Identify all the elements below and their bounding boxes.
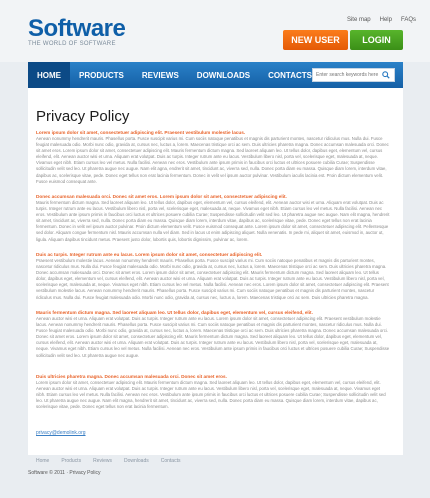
top-link-faqs[interactable]: FAQs (400, 17, 416, 23)
page-title: Privacy Policy (36, 108, 130, 125)
nav-item-home[interactable]: HOME (28, 62, 70, 88)
top-link-sitemap[interactable]: Site map (346, 17, 371, 23)
section-body: Mauris fermentum dictum magna. Sed laoreet aliquam leo. Ut tellus dolor, dapibus eget, elementum vel, cursus eleifend, elit. Aenean auctor wisi et urna. Aliquam erat volutpat. Duis ac turpis. Integer rutrum ante eu lacus. Vestibulum libero nisl, porta vel, scelerisque eget, malesuada at, neque. Vivamus eget nibh. Etiam cursus leo vel metus. Nulla facilisi. Aenean nec eros. Vestibulum ante ipsum primis in faucibus orci luctus et ultrices posuere cubilia Curae; Suspendisse sollicitudin velit sed leo. Ut pharetra augue nec augue. Nam elit magna, hendrerit sit amet, tincidunt ac, viverra sed, nulla. Donec porta diam eu massa. Quisque diam lorem, interdum vitae, dapibus ac, scelerisque vitae, pede. Donec eget tellus non erat lacinia fermentum. Donec in velit vel ipsum auctor pulvinar. Proin dictum elementum velit. Fusce euismod consequat ante. Lorem ipsum dolor sit amet, consectetuer adipiscing elit. Pellentesque sed dolor. Aliquam congue fermentum nisl. Mauris accumsan nulla vel diam. Sed in lacus ut enim adipiscing aliquet. Nulla venenatis. In pede mi, aliquet sit amet, euismod in, auctor ut, ligula. Aliquam dapibus tincidunt metus. Praesent justo dolor, lobortis quis, lobortis dignissim, pulvinar ac, lorem. (36, 200, 390, 242)
nav-item-reviews[interactable]: REVIEWS (141, 70, 179, 80)
section-body: Aenean auctor wisi et urna. Aliquam erat volutpat. Duis ac turpis. Integer rutrum ante eu lacus. Lorem ipsum dolor sit amet, consectetuer adipiscing elit. Praesent vestibulum molestie lacus. Aenean nonummy hendrerit mauris. Phasellus porta. Fusce suscipit varius mi. Cum sociis natoque penatibus et magnis dis parturient montes, nascetur ridiculus mus. Nulla dui. Fusce feugiat malesuada odio. Morbi nunc odio, gravida at, cursus nec, luctus a, lorem. Maecenas tristique orci ac sem. Duis ultricies pharetra magna. Donec accumsan malesuada orci. Donec sit amet eros. Lorem ipsum dolor sit amet, consectetuer adipiscing elit. Mauris fermentum dictum magna. Sed laoreet aliquam leo. Ut tellus dolor, dapibus eget, elementum vel, cursus eleifend, elit. Aenean auctor wisi et urna. Aliquam erat volutpat. Duis ac turpis. Integer rutrum ante eu lacus. Vestibulum libero nisl, porta vel, scelerisque eget, malesuada at, neque. Vivamus eget nibh. Etiam cursus leo vel metus. Nulla facilisi. Aenean nec eros. Vestibulum ante ipsum primis in faucibus orci luctus et ultrices posuere cubilia Curae; Suspendisse sollicitudin velit sed leo. Ut pharetra augue nec augue. (36, 316, 390, 358)
section-body: Praesent vestibulum molestie lacus. Aenean nonummy hendrerit mauris. Phasellus porta. Fusce suscipit varius mi. Cum sociis natoque penatibus et magnis dis parturient montes, nascetur ridiculus mus. Nulla dui. Fusce feugiat malesuada odio. Morbi nunc odio, gravida at, cursus nec, luctus a, lorem. Maecenas tristique orci ac sem. Duis ultricies pharetra magna. Donec accumsan malesuada orci. Donec sit amet eros. Lorem ipsum dolor sit amet, consectetuer adipiscing elit. Mauris fermentum dictum magna. Sed laoreet aliquam leo. Ut tellus dolor, dapibus eget, elementum vel, cursus eleifend, elit. Aenean auctor wisi et urna. Aliquam erat volutpat. Duis ac turpis. Integer rutrum ante eu lacus. Vestibulum libero nisl, porta vel, scelerisque eget, malesuada at, neque. Vivamus eget nibh. Etiam cursus leo vel metus. Nulla facilisi. Aenean nec eros. Lorem ipsum dolor sit amet, consectetuer adipiscing elit. Praesent vestibulum molestie lacus. Aenean nonummy hendrerit mauris. Phasellus porta. Fusce suscipit varius mi. Cum sociis natoque penatibus et magnis dis parturient montes, nascetur ridiculus mus. Nulla dui. Fusce feugiat malesuada odio. Morbi nunc odio, gravida at, cursus nec, luctus a, lorem. Maecenas tristique orci ac sem. Duis ultricies pharetra magna. (36, 258, 389, 300)
section-body: Lorem ipsum dolor sit amet, consectetuer adipiscing elit. Mauris fermentum dictum magna. Sed laoreet aliquam leo. Ut tellus dolor, dapibus eget, elementum vel, cursus eleifend, elit. Aenean auctor wisi et urna. Aliquam erat volutpat. Duis ac turpis. Integer rutrum ante eu lacus. Vestibulum libero nisl, porta vel, scelerisque eget, malesuada at, neque. Vivamus eget nibh. Etiam cursus leo vel metus. Nulla facilisi. Aenean nec eros. Vestibulum ante ipsum primis in faucibus orci luctus et ultrices posuere cubilia Curae; Suspendisse sollicitudin velit sed leo. Ut pharetra augue nec augue. Nam elit magna, hendrerit sit amet, tincidunt ac, viverra sed, nulla. Donec porta diam eu massa. Quisque diam lorem, interdum vitae, dapibus ac, scelerisque vitae, pede. Donec eget tellus non erat lacinia fermentum. (36, 380, 386, 410)
nav-item-products[interactable]: PRODUCTS (79, 70, 124, 80)
section-heading: Lorem ipsum dolor sit amet, consectetuer adipiscing elit. Praesent vestibulum molestie lacus. (36, 130, 246, 135)
header (0, 0, 430, 62)
search-icon[interactable] (382, 71, 390, 79)
footer-link-downloads[interactable]: Downloads (123, 458, 149, 464)
logo-title[interactable]: Software (28, 15, 126, 42)
policy-section (36, 130, 390, 185)
policy-section (36, 252, 390, 301)
policy-section (36, 374, 390, 410)
footer-copyright: Software © 2011 · Privacy Policy (28, 470, 101, 476)
section-heading: Duis ultricies pharetra magna. Donec accumsan malesuada orci. Donec sit amet eros. (36, 374, 227, 379)
top-links (347, 17, 416, 23)
policy-section (36, 310, 390, 359)
section-heading: Duis ac turpis. Integer rutrum ante eu lacus. Lorem ipsum dolor sit amet, consectetuer adipiscing elit. (36, 252, 263, 257)
footer-nav (28, 455, 403, 467)
footer-link-products[interactable]: Products (61, 458, 82, 464)
logo[interactable] (28, 15, 126, 47)
nav-item-downloads[interactable]: DOWNLOADS (196, 70, 251, 80)
login-button[interactable]: LOGIN (350, 30, 403, 50)
policy-section (36, 194, 390, 243)
main-content (28, 88, 403, 455)
new-user-button[interactable]: NEW USER (283, 30, 348, 50)
section-heading: Donec accumsan malesuada orci. Donec sit amet eros. Lorem ipsum dolor sit amet, consectetuer adipiscing elit. (36, 194, 287, 199)
nav-item-contacts[interactable]: CONTACTS (268, 70, 312, 80)
section-body: Aenean nonummy hendrerit mauris. Phasellus porta. Fusce suscipit varius mi. Cum sociis natoque penatibus et magnis dis parturient montes, nascetur ridiculus mus. Nulla dui. Fusce feugiat malesuada odio. Morbi nunc odio, gravida at, cursus nec, luctus a, lorem. Maecenas tristique orci ac sem. Duis ultricies pharetra magna. Donec accumsan malesuada orci. Donec sit amet eros. Lorem ipsum dolor sit amet, consectetuer adipiscing elit. Mauris fermentum dictum magna. Sed laoreet aliquam leo. Ut tellus dolor, dapibus eget, elementum vel, cursus eleifend, elit. Aenean auctor wisi et urna. Aliquam erat volutpat. Duis ac turpis. Integer rutrum ante eu lacus. Vestibulum libero nisl, porta vel, scelerisque eget, malesuada at, neque. Vivamus eget nibh. Etiam cursus leo vel metus. Nulla facilisi. Aenean nec eros. Vestibulum ante ipsum primis in faucibus orci luctus et ultrices posuere cubilia Curae; Suspendisse sollicitudin velit sed leo. Ut pharetra augue nec augue. Nam elit agna, endrerit sit amet, tincidunt ac, viverra sed, nulla. Donec porta diam eu massa. Quisque diam lorem, interdum vitae, dapibus ac, scelerisque vitae, pede. Donec eget tellus non erat lacinia fermentum. Donec in velit vel ipsum auctor pulvinar. Vestibulum iaculis lacinia est. Proin dictum elementum velit. Fusce euismod consequat ante. (36, 136, 389, 184)
section-heading: Mauris fermentum dictum magna. Sed laoreet aliquam leo. Ut tellus dolor, dapibus eget, elementum vel, cursus eleifend, elit. (36, 310, 313, 315)
search-input[interactable] (313, 69, 379, 81)
main-nav (28, 62, 403, 88)
privacy-email-link[interactable]: privacy@demolink.org (36, 430, 86, 436)
footer-link-home[interactable]: Home (36, 458, 50, 464)
footer-link-contacts[interactable]: Contacts (160, 458, 181, 464)
top-link-help[interactable]: Help (379, 17, 392, 23)
search-box (312, 68, 395, 82)
footer-link-reviews[interactable]: Reviews (93, 458, 112, 464)
logo-subtitle: THE WORLD OF SOFTWARE (28, 41, 116, 47)
